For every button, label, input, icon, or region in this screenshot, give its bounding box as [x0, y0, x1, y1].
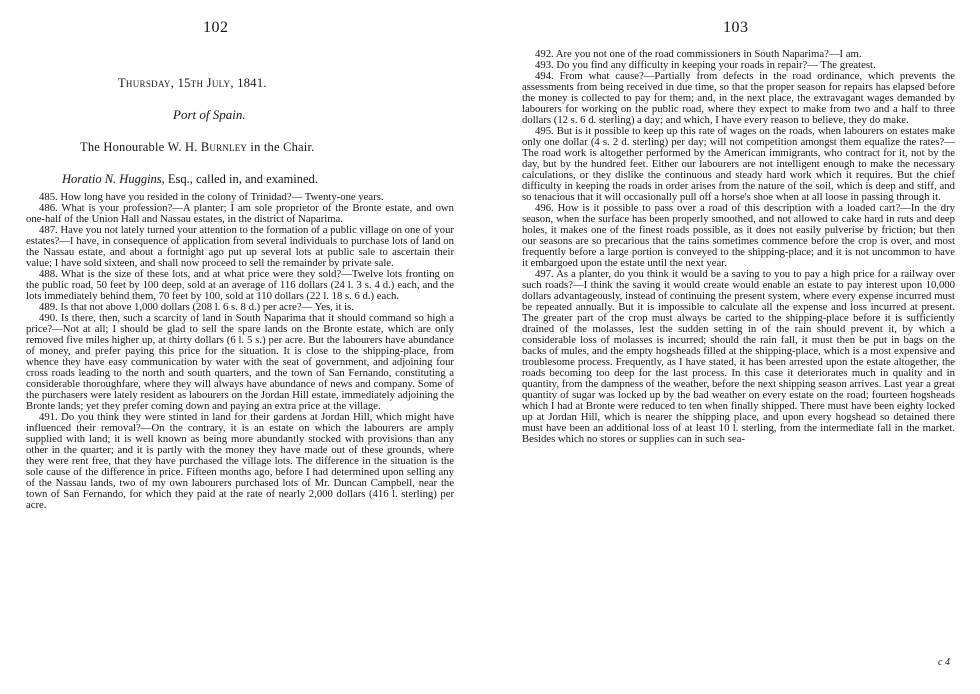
paragraph: 497. As a planter, do you think it would be a saving to you to pay a high price for a railway over such roads?—I think the saving it would create would enable an estate to pay interest upon 10,000 dollars advantageously, instead of continuing the present system, where every expense incurred must be repeated annually. But it is impossible to calculate all the expense and loss incurred at present. The greater part of the crop must always be carted to the shipping-place before it is sufficiently drained of the molasses, lest the sudden setting in of the rain should prevent it, by which a considerable loss of molasses is incurred; should the rain fall, it must then be put in bags on the backs of mules, and the empty hogsheads filled at the shipping-place, which is a most expensive and troublesome process. Frequently, as I have stated, it has been arrested upon the estate altogether, the roads becoming too deep for the last process. In this case it deteriorates much in quality and in quantity, from the dampness of the weather, before the next shipping season arrives. Last year a great quantity of sugar was locked up by the bad weather on every estate on the road; fourteen hogsheads which I had at Bronte were reduced to ten when finally shipped. There must have been eighty locked up at Jordan Hill, which is nearer the shipping place, and upon every hogshead so detained there must have been an additional loss of at least 10 l. sterling, from the intermediate fall in the market. Besides which no stores or supplies can in such sea- [522, 268, 955, 445]
page-number: 102 [203, 19, 229, 36]
session-date: Thursday, 15th July, 1841. [118, 76, 267, 90]
chair-suffix: in the Chair. [247, 140, 315, 154]
signature-mark: c 4 [938, 657, 950, 668]
chair-prefix: The Honourable W. H. [80, 140, 201, 154]
paragraph: 485. How long have you resided in the colony of Trinidad?— Twenty-one years. [39, 191, 384, 203]
paragraph: 495. But is it possible to keep up this rate of wages on the roads, when labourers on estates make only one dollar (4 s. 2 d. sterling) per day; will not competition amongst them equalize the rates?—The road work is altogether performed by the American immigrants, who contract for it, not by the day, but by the hundred feet. Either our labourers are not intelligent enough to make the necessary calculations, or they dislike the continuous and steady hard work which it requires. But the chief difficulty in keeping the roads in order arises from the nature of the soil, which is deep and stiff, and so tenacious that it will occasionally pull off a horse's shoe when at all loose in passing through it. [522, 125, 955, 203]
right-text-column [522, 49, 955, 445]
paragraph: 489. Is that not above 1,000 dollars (208 l. 6 s. 8 d.) per acre?— Yes, it is. [39, 301, 354, 313]
paragraph: 493. Do you find any difficulty in keeping your roads in repair?— The greatest. [535, 59, 876, 71]
session-place: Port of Spain. [173, 107, 246, 122]
paragraph: 486. What is your profession?—A planter; I am sole proprietor of the Bronte estate, and own one-half of the Union Hall and Nassau estates, in the district of Naparima. [26, 202, 454, 225]
paragraph: 488. What is the size of these lots, and at what price were they sold?—Twelve lots fronting on the public road, 50 feet by 100 deep, sold at an average of 116 dollars (24 l. 3 s. 4 d.) each, and the lots immediately behind them, 70 feet by 100, sold at 110 dollars (22 l. 18 s. 6 d.) each. [26, 268, 454, 302]
left-text-column [26, 192, 454, 511]
witness-name: Horatio N. Huggins [62, 172, 162, 186]
paragraph: 494. From what cause?—Partially from defects in the road ordinance, which prevents the assessments from being received in due time, so that the proper season for repairs has elapsed before the money is collected to pay for them; and, in the next place, the extravagant wages demanded by labourers for working on the public road, where they expect to make from two and a half to three dollars (12 s. 6 d. sterling) a day; and which, I have every reason to believe, they do make. [522, 70, 955, 126]
witness-called: , Esq., called in, and examined. [161, 172, 318, 186]
witness-line [62, 172, 318, 187]
paragraph: 487. Have you not lately turned your attention to the formation of a public village on one of your estates?—I have, in consequence of application from several individuals to purchase lots of land on the Nassau estate, and about a fortnight ago put up several lots at public sale to ascertain their value; I have sold sixteen, and shall now proceed to sell the remainder by private sale. [26, 224, 454, 269]
paragraph: 496. How is it possible to pass over a road of this description with a loaded cart?—In the dry season, when the surface has been properly smoothed, and not allowed to cake hard in ruts and deep holes, it makes one of the finest roads possible, as it does not easily pulverise by friction; but then our seasons are so precarious that the rains sometimes commence before the crop is over, and most frequently before a large portion is conveyed to the shipping-place; and it is not uncommon to have it embargoed upon the estate until the next year. [522, 202, 955, 269]
chair-name: Burnley [200, 140, 248, 154]
paragraph: 492. Are you not one of the road commissioners in South Naparima?—I am. [535, 48, 862, 60]
paragraph: 490. Is there, then, such a scarcity of land in South Naparima that it should command so high a price?—Not at all; I should be glad to sell the spare lands on the Bronte estate, which are only removed five miles higher up, at thirty dollars (6 l. 5 s.) per acre. But the labourers have abundance of money, and prefer paying this price for the situation. It is close to the shipping-place, from whence they have easy communication by water with the seat of government, and adjoining four cross roads leading to the north and south quarters, and the town of San Fernando, constituting a considerable thoroughfare, where they will always have abundance of news and company. Some of the purchasers were lately resident as labourers on the Jordan Hill estate, immediately adjoining the Bronte lands; yet they prefer coming down and paying an extra price at the village. [26, 312, 454, 412]
right-page [490, 0, 980, 694]
chairman-line [80, 140, 314, 155]
page-number: 103 [723, 19, 749, 36]
paragraph: 491. Do you think they were stinted in land for their gardens at Jordan Hill, which might have influenced their removal?—On the contrary, it is an estate on which the labourers are amply supplied with land; it is well known as being more abundantly stocked with provisions than any other in the quarter; and it is partly with the money they have made out of these grounds, where they were rent free, that they have purchased the village lots. The difference in the situation is the sole cause of the difference in price. Fifteen months ago, before I had determined upon selling any of the Nassau lands, two of my own labourers purchased lots of Mr. Duncan Campbell, near the town of San Fernando, for which they paid at the rate of nearly 2,000 dollars (416 l. sterling) per acre. [26, 411, 454, 511]
